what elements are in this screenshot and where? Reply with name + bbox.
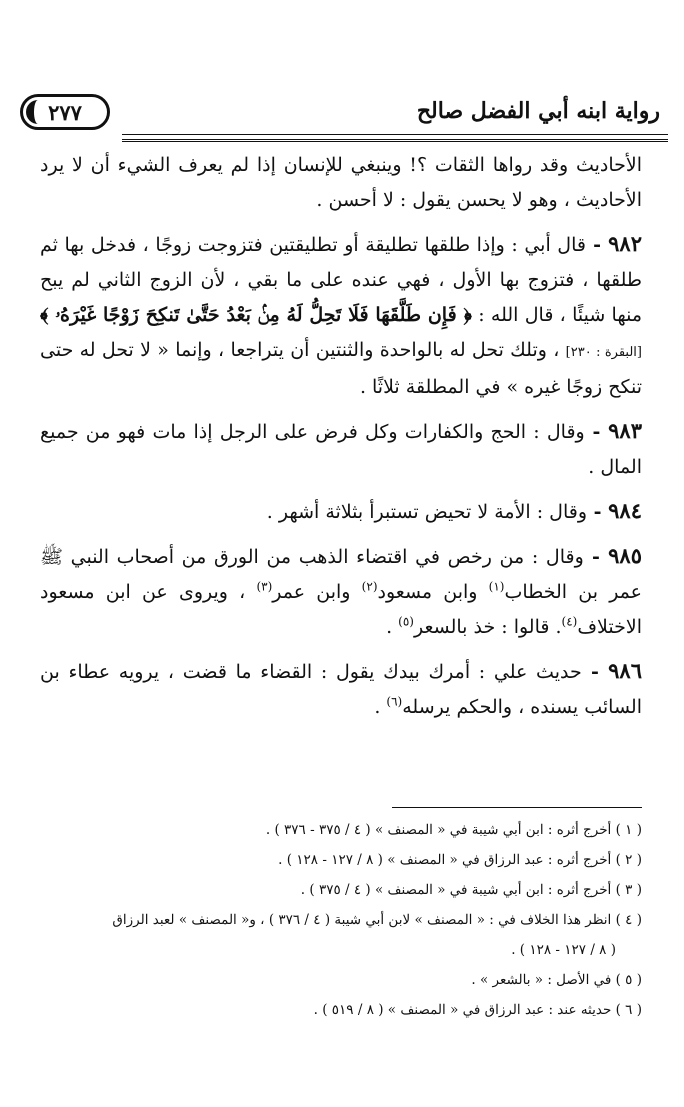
entry-text: وقال : من رخص في اقتضاء الذهب من الورق من أصحاب النبي ﷺ عمر بن الخطاب xyxy=(40,546,643,603)
footnote-marker[interactable]: (٣) xyxy=(256,579,273,594)
continuation-paragraph: الأحاديث وقد رواها الثقات ؟! وينبغي للإنسان إذا لم يعرف الشيء أن لا يرد الأحاديث ، وهو لا يحسن يقول : لا أحسن . xyxy=(40,154,642,211)
footnote-4-continuation: ( ٨ / ١٢٧ - ١٢٨ ) . xyxy=(511,942,616,958)
entry-dash: - xyxy=(583,546,609,568)
entry-986 xyxy=(40,653,642,725)
page-number: ٢٧٧ xyxy=(48,100,82,125)
entry-text: قال أبي : وإذا طلقها تطليقة أو تطليقتين فتزوجت زوجًا ، فدخل بها ثم طلقها ، فتزوج بها الأول ، فهي عنده على ما بقي ، لأن الزوج الثاني لم يبح منها شيئًا ، قال الله : xyxy=(40,234,642,326)
footnotes xyxy=(40,815,642,1025)
entry-text: . xyxy=(386,616,399,638)
entry-number: ٩٨٤ xyxy=(608,498,642,523)
footnote-marker[interactable]: (١) xyxy=(488,579,505,594)
page-header xyxy=(18,92,668,136)
entry-text: حديث علي : أمرك بيدك يقول : القضاء ما قضت ، يرويه عطاء بن السائب يسنده ، والحكم يرسله xyxy=(40,661,642,718)
footnote-3: ( ٣ ) أخرج أثره : ابن أبي شيبة في « المصنف » ( ٤ / ٣٧٥ ) . xyxy=(300,882,642,898)
quran-reference: [البقرة : ٢٣٠] xyxy=(565,345,642,360)
header-divider xyxy=(122,134,668,142)
entry-985 xyxy=(40,538,642,645)
entry-text: وابن عمر xyxy=(272,581,362,603)
entry-dash: - xyxy=(585,234,609,256)
entry-dash: - xyxy=(584,421,609,443)
footnote-marker[interactable]: (٥) xyxy=(398,614,414,629)
footnote-1: ( ١ ) أخرج أثره : ابن أبي شيبة في « المصنف » ( ٤ / ٣٧٥ - ٣٧٦ ) . xyxy=(265,822,642,838)
footnote-6: ( ٦ ) حديثه عند : عبد الرزاق في « المصنف » ( ٨ / ٥١٩ ) . xyxy=(313,1002,642,1018)
entry-text: وقال : الأمة لا تحيض تستبرأ بثلاثة أشهر . xyxy=(266,501,588,523)
footnote-marker[interactable]: (٤) xyxy=(561,614,578,629)
entry-text: . xyxy=(374,696,387,718)
main-text xyxy=(40,148,642,725)
entry-number: ٩٨٢ xyxy=(608,231,642,256)
entry-number: ٩٨٣ xyxy=(608,418,642,443)
entry-text: ، ويروى عن ابن مسعود الاختلاف xyxy=(40,581,642,638)
footnote-2: ( ٢ ) أخرج أثره : عبد الرزاق في « المصنف » ( ٨ / ١٢٧ - ١٢٨ ) . xyxy=(278,852,642,868)
entry-982 xyxy=(40,226,642,405)
entry-dash: - xyxy=(587,501,609,523)
footnote-5: ( ٥ ) في الأصل : « بالشعر » . xyxy=(471,972,642,988)
entry-text: وابن مسعود xyxy=(377,581,489,603)
entry-984 xyxy=(40,493,642,530)
footnote-4: ( ٤ ) انظر هذا الخلاف في : « المصنف » لابن أبي شيبة ( ٤ / ٣٧٦ ) ، و« المصنف » لعبد الرزاق xyxy=(112,912,642,928)
entry-983 xyxy=(40,413,642,485)
footnote-marker[interactable]: (٢) xyxy=(361,579,378,594)
entry-text: ، وتلك تحل له بالواحدة والثنتين أن يتراجعا ، وإنما « لا تحل له حتى تنكح زوجًا غيره » في المطلقة ثلاثًا . xyxy=(40,339,642,398)
page-number-badge xyxy=(20,94,110,130)
footnote-divider xyxy=(392,807,642,808)
running-title: رواية ابنه أبي الفضل صالح xyxy=(416,98,660,124)
entry-text: وقال : الحج والكفارات وكل فرض على الرجل إذا مات فهو من جميع المال . xyxy=(40,421,642,478)
entry-dash: - xyxy=(581,661,609,683)
quran-verse: ﴿ فَإِن طَلَّقَهَا فَلَا تَحِلُّ لَهُ مِنۢ بَعْدُ حَتَّىٰ تَنكِحَ زَوْجًا غَيْرَهُۥ ﴾ xyxy=(40,304,472,326)
entry-number: ٩٨٦ xyxy=(608,658,642,683)
entry-number: ٩٨٥ xyxy=(608,543,642,568)
entry-text: . قالوا : خذ بالسعر xyxy=(413,616,562,638)
footnote-marker[interactable]: (٦) xyxy=(386,694,403,709)
